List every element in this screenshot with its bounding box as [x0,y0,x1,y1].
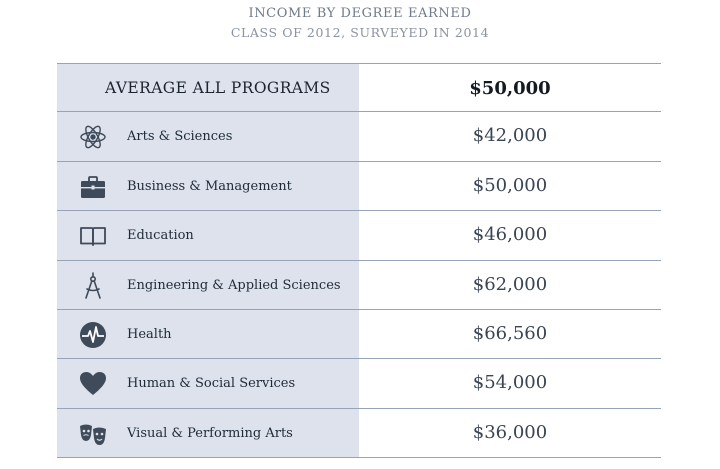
category-value: $46,000 [472,224,548,246]
table-row [57,112,661,161]
category-value: $50,000 [472,174,548,196]
category-label: Engineering & Applied Sciences [127,277,341,293]
category-label: Education [127,228,194,244]
table-row [57,359,661,408]
table-row [57,162,661,211]
chart-subtitle: CLASS OF 2012, SURVEYED IN 2014 [230,25,490,40]
heart-icon [79,370,107,398]
category-label: Arts & Sciences [127,129,233,145]
briefcase-icon [79,173,107,201]
table-row [57,310,661,359]
summary-row [57,63,661,112]
atom-icon [79,123,107,151]
book-icon [79,222,107,250]
category-label: Visual & Performing Arts [127,425,293,441]
summary-label: AVERAGE ALL PROGRAMS [105,79,331,97]
category-value: $42,000 [472,125,548,147]
category-label: Human & Social Services [127,376,296,392]
table-row [57,261,661,310]
table-row [57,409,661,458]
theater-masks-icon [79,420,107,448]
compass-icon [79,272,107,300]
table-row [57,211,661,260]
category-label: Health [127,326,172,342]
chart-title: INCOME BY DEGREE EARNED [248,6,472,21]
income-table [57,63,661,458]
heartbeat-icon [79,321,107,349]
category-label: Business & Management [127,178,292,194]
category-value: $66,560 [472,322,548,344]
summary-value: $50,000 [469,78,551,99]
category-value: $36,000 [472,421,548,443]
category-value: $62,000 [472,273,548,295]
category-value: $54,000 [472,372,548,394]
